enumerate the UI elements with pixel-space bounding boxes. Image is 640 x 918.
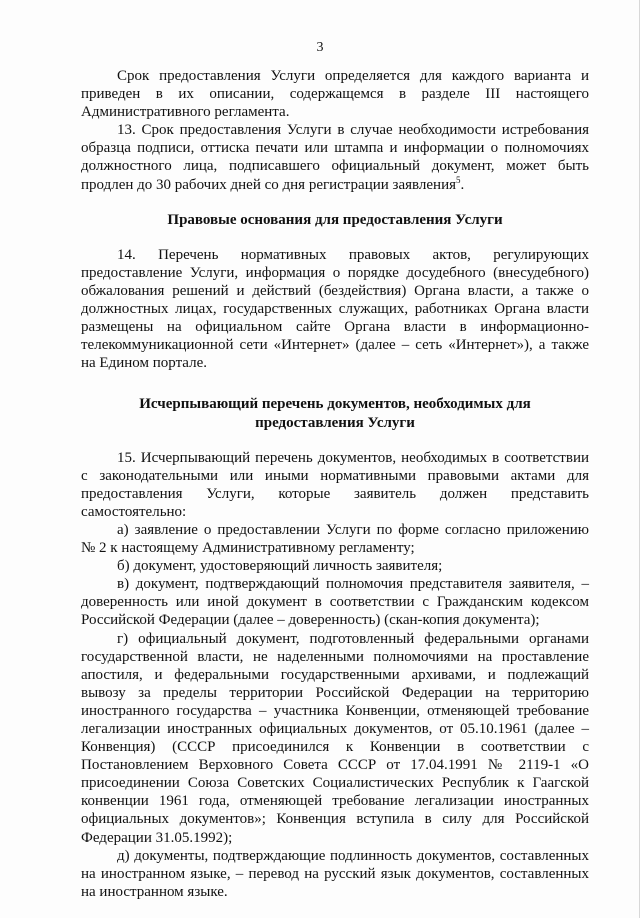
list-item-a: а) заявление о предоставлении Услуги по форме согласно приложению № 2 к настоящему Административному регламенту; <box>81 521 589 557</box>
paragraph-13-text: 13. Срок предоставления Услуги в случае необходимости истребования образца подписи, оттиска печати или штампа и информации о полномочиях должностного лица, подписавшего официальный документ, может быть продлен до 30 рабочих дней со дня регистрации заявления <box>81 122 589 193</box>
paragraph-15: 15. Исчерпывающий перечень документов, необходимых в соответствии с законодательными или иными нормативными правовыми актами для предоставления Услуги, которые заявитель должен представить самостоятельно: <box>81 449 589 520</box>
footnote-marker: 5 <box>456 174 461 185</box>
list-item-g: г) официальный документ, подготовленный федеральными органами государственной власти, не наделенными полномочиями на проставление апостиля, и федеральными государственными архивами, и подлежащий вывозу за пределы территории Российской Федерации на территорию иностранного государства – участника Конвенции, отменяющей требование легализации иностранных официальных документов, от 05.10.1961 (далее – Конвенция) (СССР присоединился к Конвенции в соответствии с Постановлением Верховного Совета СССР от 17.04.1991 № 2119-1 «О присоединении Союза Советских Социалистических Республик к Гаагской конвенции 1961 года, отменяющей требование легализации иностранных официальных документов»; Конвенция вступила в силу для Российской Федерации 31.05.1992); <box>81 630 589 846</box>
paragraph-term-intro: Срок предоставления Услуги определяется для каждого варианта и приведен в их описании, содержащемся в разделе III настоящего Административного регламента. <box>81 68 589 121</box>
paragraph-13 <box>81 121 589 193</box>
list-item-v: в) документ, подтверждающий полномочия представителя заявителя, – доверенность или иной документ в соответствии с Гражданским кодексом Российской Федерации (далее – доверенность) (скан-копия документа); <box>81 576 589 629</box>
heading-documents <box>81 395 589 431</box>
paragraph-14: 14. Перечень нормативных правовых актов, регулирующих предоставление Услуги, информация о порядке досудебного (внесудебного) обжалования решений и действий (бездействия) Органа власти, а также о должностных лицах, государственных служащих, работниках Органа власти размещены на официальном сайте Органа власти в информационно-телекоммуникационной сети «Интернет» (далее – сеть «Интернет»), а также на Едином портале. <box>81 246 589 372</box>
page-number: 3 <box>316 40 324 55</box>
document-body <box>81 67 589 901</box>
heading-legal-grounds: Правовые основания для предоставления Услуги <box>167 211 503 228</box>
list-item-b: б) документ, удостоверяющий личность заявителя; <box>117 558 443 575</box>
paragraph-13-end: . <box>460 176 465 193</box>
heading-documents-line1: Исчерпывающий перечень документов, необходимых для <box>139 396 531 413</box>
list-item-d: д) документы, подтверждающие подлинность документов, составленных на иностранном языке, – перевод на русский язык документов, составленных на иностранном языке. <box>81 847 589 900</box>
heading-documents-line2: предоставления Услуги <box>255 414 415 431</box>
